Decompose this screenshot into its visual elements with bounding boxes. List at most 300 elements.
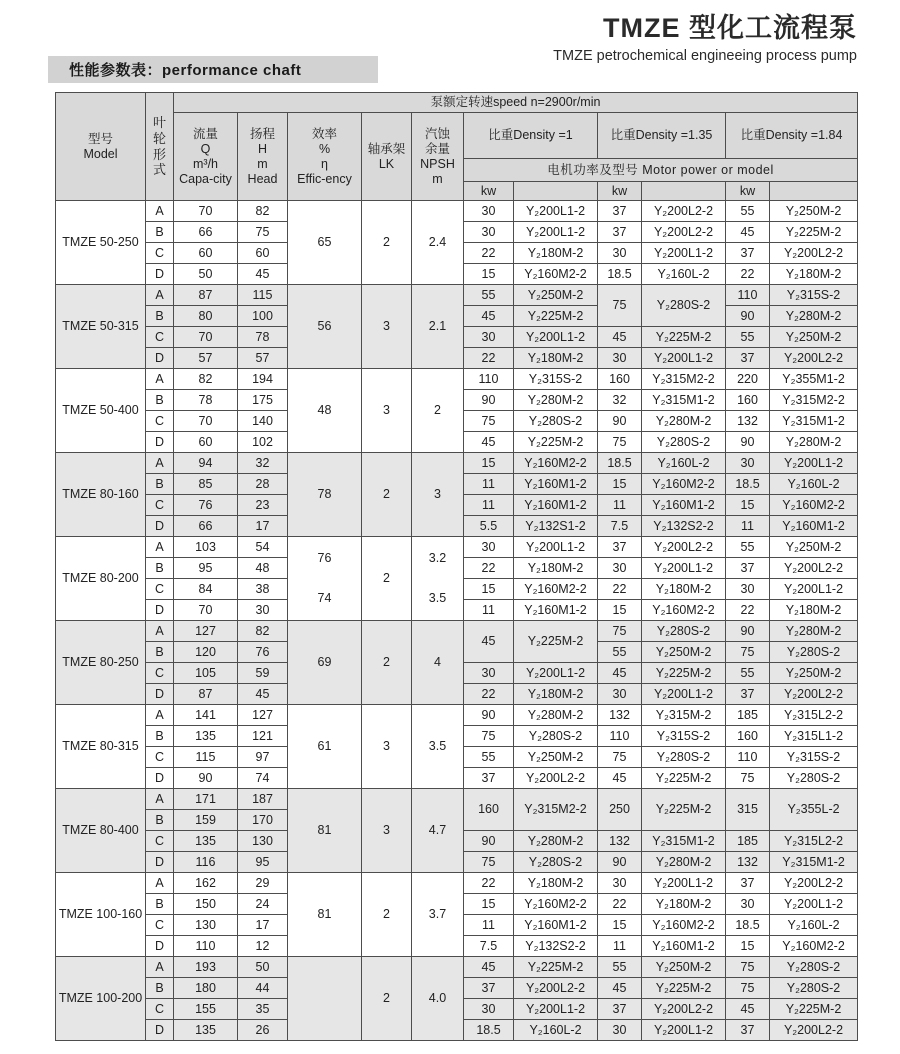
kw-cell: 11 xyxy=(598,495,642,516)
kw-cell: 30 xyxy=(464,663,514,684)
motor-model-cell: Y₂315M1-2 xyxy=(642,831,726,852)
head-cell: 140 xyxy=(238,411,288,432)
density-group-header-3: 比重Density =1.84 xyxy=(726,113,858,159)
flow-cell: 135 xyxy=(174,726,238,747)
impeller-cell: D xyxy=(146,852,174,873)
kw-cell: 15 xyxy=(598,600,642,621)
flow-column-header xyxy=(174,113,238,201)
kw-cell: 90 xyxy=(464,705,514,726)
kw-cell: 132 xyxy=(726,411,770,432)
head-cell: 76 xyxy=(238,642,288,663)
motor-model-cell: Y₂225M-2 xyxy=(642,327,726,348)
npsh-cell: 3 xyxy=(412,453,464,537)
motor-model-cell: Y₂315L1-2 xyxy=(770,726,858,747)
motor-model-cell: Y₂200L1-2 xyxy=(514,327,598,348)
motor-model-cell: Y₂200L1-2 xyxy=(642,684,726,705)
motor-model-cell: Y₂315S-2 xyxy=(642,726,726,747)
flow-cell: 171 xyxy=(174,789,238,810)
header-line: 轴承架 xyxy=(367,141,406,156)
kw-cell: 15 xyxy=(726,936,770,957)
impeller-cell: D xyxy=(146,264,174,285)
kw-cell: 22 xyxy=(598,579,642,600)
kw-cell: 45 xyxy=(464,432,514,453)
efficiency-cell xyxy=(288,537,362,621)
motor-model-cell: Y₂200L2-2 xyxy=(514,978,598,999)
head-cell: 12 xyxy=(238,936,288,957)
impeller-cell: B xyxy=(146,726,174,747)
impeller-cell: A xyxy=(146,201,174,222)
head-cell: 102 xyxy=(238,432,288,453)
bearing-cell: 3 xyxy=(362,705,412,789)
flow-cell: 110 xyxy=(174,936,238,957)
kw-cell: 18.5 xyxy=(464,1020,514,1041)
flow-cell: 80 xyxy=(174,306,238,327)
kw-cell: 15 xyxy=(598,915,642,936)
motor-model-cell: Y₂280S-2 xyxy=(642,285,726,327)
head-cell: 38 xyxy=(238,579,288,600)
impeller-cell: C xyxy=(146,915,174,936)
head-cell: 95 xyxy=(238,852,288,873)
table-row xyxy=(56,789,858,810)
kw-cell: 37 xyxy=(726,684,770,705)
impeller-cell: C xyxy=(146,999,174,1020)
motor-model-cell: Y₂280M-2 xyxy=(514,390,598,411)
kw-cell: 185 xyxy=(726,831,770,852)
kw-cell: 32 xyxy=(598,390,642,411)
head-cell: 48 xyxy=(238,558,288,579)
kw-cell: 5.5 xyxy=(464,516,514,537)
flow-cell: 84 xyxy=(174,579,238,600)
head-cell: 44 xyxy=(238,978,288,999)
head-cell: 32 xyxy=(238,453,288,474)
table-row xyxy=(56,201,858,222)
impeller-cell: D xyxy=(146,348,174,369)
flow-cell: 103 xyxy=(174,537,238,558)
bearing-cell: 2 xyxy=(362,621,412,705)
motor-model-cell: Y₂225M-2 xyxy=(514,621,598,663)
motor-model-cell: Y₂180M-2 xyxy=(514,558,598,579)
kw-cell: 45 xyxy=(598,978,642,999)
kw-cell: 15 xyxy=(726,495,770,516)
efficiency-cell: 81 xyxy=(288,873,362,957)
kw-cell: 75 xyxy=(726,642,770,663)
kw-cell: 45 xyxy=(464,621,514,663)
impeller-cell: B xyxy=(146,978,174,999)
motor-model-cell: Y₂280M-2 xyxy=(770,621,858,642)
motor-model-cell: Y₂160M1-2 xyxy=(514,915,598,936)
efficiency-cell: 65 xyxy=(288,201,362,285)
section-label: 性能参数表：performance chaft xyxy=(69,62,302,79)
flow-cell: 127 xyxy=(174,621,238,642)
kw-cell: 250 xyxy=(598,789,642,831)
motor-model-cell: Y₂280S-2 xyxy=(770,957,858,978)
flow-cell: 60 xyxy=(174,432,238,453)
motor-model-cell: Y₂315M2-2 xyxy=(770,390,858,411)
kw-cell: 30 xyxy=(598,1020,642,1041)
header-line: m xyxy=(257,156,268,171)
stacked-value: 76 xyxy=(317,551,332,565)
head-column-header xyxy=(238,113,288,201)
table-row xyxy=(56,621,858,642)
motor-model-cell: Y₂280S-2 xyxy=(770,978,858,999)
flow-cell: 82 xyxy=(174,369,238,390)
flow-cell: 159 xyxy=(174,810,238,831)
head-cell: 115 xyxy=(238,285,288,306)
impeller-cell: A xyxy=(146,285,174,306)
head-cell: 29 xyxy=(238,873,288,894)
kw-cell: 30 xyxy=(598,558,642,579)
model-name-cell: TMZE 80-400 xyxy=(56,789,146,873)
motor-model-cell: Y₂315L2-2 xyxy=(770,831,858,852)
npsh-cell: 2.1 xyxy=(412,285,464,369)
model-name-cell: TMZE 80-160 xyxy=(56,453,146,537)
head-cell: 50 xyxy=(238,957,288,978)
table-row xyxy=(56,285,858,306)
npsh-cell: 3.5 xyxy=(412,705,464,789)
kw-cell: 30 xyxy=(464,222,514,243)
kw-cell: 30 xyxy=(598,873,642,894)
bearing-cell: 3 xyxy=(362,789,412,873)
flow-cell: 70 xyxy=(174,411,238,432)
kw-cell: 315 xyxy=(726,789,770,831)
kw-cell: 75 xyxy=(464,726,514,747)
head-cell: 59 xyxy=(238,663,288,684)
motor-model-cell: Y₂355M1-2 xyxy=(770,369,858,390)
head-cell: 54 xyxy=(238,537,288,558)
kw-cell: 110 xyxy=(598,726,642,747)
model-name-cell: TMZE 100-200 xyxy=(56,957,146,1041)
flow-cell: 90 xyxy=(174,768,238,789)
motor-model-cell: Y₂160M1-2 xyxy=(770,516,858,537)
head-cell: 100 xyxy=(238,306,288,327)
rated-speed-header: 泵额定转速speed n=2900r/min xyxy=(174,93,858,113)
motor-model-cell: Y₂280S-2 xyxy=(514,852,598,873)
kw-cell: 75 xyxy=(598,747,642,768)
stacked-value: 74 xyxy=(317,591,332,605)
head-cell: 175 xyxy=(238,390,288,411)
head-cell: 30 xyxy=(238,600,288,621)
density-group-header-1: 比重Density =1 xyxy=(464,113,598,159)
impeller-cell: C xyxy=(146,579,174,600)
motor-model-cell: Y₂315M-2 xyxy=(642,705,726,726)
kw-cell: 45 xyxy=(726,999,770,1020)
flow-cell: 135 xyxy=(174,1020,238,1041)
motor-model-cell: Y₂225M-2 xyxy=(642,768,726,789)
header-line: m xyxy=(432,171,443,186)
flow-cell: 50 xyxy=(174,264,238,285)
impeller-cell: C xyxy=(146,747,174,768)
kw-cell: 37 xyxy=(464,978,514,999)
motor-model-cell: Y₂160M1-2 xyxy=(514,495,598,516)
table-row xyxy=(56,957,858,978)
kw-cell: 22 xyxy=(598,894,642,915)
table-row xyxy=(56,369,858,390)
head-cell: 26 xyxy=(238,1020,288,1041)
flow-cell: 193 xyxy=(174,957,238,978)
kw-cell: 30 xyxy=(598,348,642,369)
motor-model-cell: Y₂200L2-2 xyxy=(770,348,858,369)
kw-cell: 37 xyxy=(598,201,642,222)
flow-cell: 120 xyxy=(174,642,238,663)
motor-model-cell: Y₂225M-2 xyxy=(514,306,598,327)
kw-cell: 11 xyxy=(464,495,514,516)
kw-cell: 15 xyxy=(598,474,642,495)
flow-cell: 162 xyxy=(174,873,238,894)
motor-model-cell: Y₂180M-2 xyxy=(514,684,598,705)
head-cell: 82 xyxy=(238,201,288,222)
model-name-cell: TMZE 50-315 xyxy=(56,285,146,369)
impeller-cell: A xyxy=(146,789,174,810)
head-cell: 28 xyxy=(238,474,288,495)
impeller-cell: D xyxy=(146,936,174,957)
motor-model-cell: Y₂250M-2 xyxy=(514,285,598,306)
impeller-cell: C xyxy=(146,831,174,852)
motor-model-cell: Y₂200L1-2 xyxy=(514,201,598,222)
kw-cell: 90 xyxy=(598,411,642,432)
motor-model-cell: Y₂160M1-2 xyxy=(514,600,598,621)
kw-cell: 22 xyxy=(464,558,514,579)
impeller-cell: B xyxy=(146,894,174,915)
head-cell: 45 xyxy=(238,684,288,705)
impeller-cell: D xyxy=(146,1020,174,1041)
header-line: % xyxy=(318,141,331,156)
motor-model-cell: Y₂250M-2 xyxy=(642,642,726,663)
motor-model-cell: Y₂160L-2 xyxy=(642,264,726,285)
motor-model-cell: Y₂132S1-2 xyxy=(514,516,598,537)
motor-model-cell: Y₂200L1-2 xyxy=(514,537,598,558)
motor-model-cell: Y₂250M-2 xyxy=(770,201,858,222)
npsh-cell: 3.7 xyxy=(412,873,464,957)
motor-model-cell: Y₂315L2-2 xyxy=(770,705,858,726)
header-line: 式 xyxy=(152,162,166,178)
stacked-values xyxy=(412,539,463,619)
npsh-cell: 4.7 xyxy=(412,789,464,873)
motor-model-cell: Y₂280S-2 xyxy=(642,621,726,642)
motor-model-cell: Y₂160L-2 xyxy=(770,474,858,495)
head-cell: 17 xyxy=(238,516,288,537)
motor-model-cell: Y₂180M-2 xyxy=(514,873,598,894)
impeller-cell: C xyxy=(146,411,174,432)
motor-model-cell: Y₂132S2-2 xyxy=(514,936,598,957)
npsh-cell: 4 xyxy=(412,621,464,705)
model-name-cell: TMZE 100-160 xyxy=(56,873,146,957)
motor-model-cell: Y₂315M2-2 xyxy=(514,789,598,831)
motor-model-cell: Y₂315M1-2 xyxy=(642,390,726,411)
npsh-cell: 4.0 xyxy=(412,957,464,1041)
impeller-cell: C xyxy=(146,243,174,264)
stacked-value: 3.2 xyxy=(428,551,447,565)
kw-cell: 30 xyxy=(598,684,642,705)
kw-cell: 30 xyxy=(598,243,642,264)
head-cell: 127 xyxy=(238,705,288,726)
impeller-cell: B xyxy=(146,222,174,243)
motor-model-cell: Y₂200L1-2 xyxy=(642,873,726,894)
kw-header: kw xyxy=(726,182,770,201)
motor-model-cell: Y₂280S-2 xyxy=(642,747,726,768)
motor-model-cell: Y₂160M1-2 xyxy=(514,474,598,495)
header-line: 汽蚀 xyxy=(424,126,450,141)
head-cell: 24 xyxy=(238,894,288,915)
flow-cell: 116 xyxy=(174,852,238,873)
motor-model-cell: Y₂160M2-2 xyxy=(770,495,858,516)
motor-model-cell: Y₂280M-2 xyxy=(514,705,598,726)
kw-cell: 160 xyxy=(726,726,770,747)
head-cell: 57 xyxy=(238,348,288,369)
motor-model-cell: Y₂315S-2 xyxy=(770,747,858,768)
flow-cell: 94 xyxy=(174,453,238,474)
kw-cell: 90 xyxy=(598,852,642,873)
model-column-header xyxy=(56,93,146,201)
motor-model-cell: Y₂280M-2 xyxy=(770,432,858,453)
head-cell: 78 xyxy=(238,327,288,348)
kw-cell: 30 xyxy=(464,327,514,348)
header-line: 叶 xyxy=(152,115,166,131)
kw-cell: 30 xyxy=(726,579,770,600)
kw-cell: 37 xyxy=(598,537,642,558)
kw-cell: 11 xyxy=(726,516,770,537)
motor-model-cell: Y₂280M-2 xyxy=(770,306,858,327)
motor-model-cell: Y₂132S2-2 xyxy=(642,516,726,537)
header-line: η xyxy=(321,156,328,171)
head-cell: 187 xyxy=(238,789,288,810)
kw-cell: 110 xyxy=(726,285,770,306)
bearing-cell: 2 xyxy=(362,873,412,957)
header-line: 轮 xyxy=(152,130,166,146)
model-name-cell: TMZE 50-400 xyxy=(56,369,146,453)
motor-model-cell: Y₂160M2-2 xyxy=(514,453,598,474)
header-line: Effic-ency xyxy=(297,171,352,186)
kw-cell: 55 xyxy=(464,747,514,768)
kw-cell: 7.5 xyxy=(598,516,642,537)
kw-cell: 75 xyxy=(726,768,770,789)
impeller-cell: B xyxy=(146,642,174,663)
motor-model-cell: Y₂280M-2 xyxy=(642,411,726,432)
flow-cell: 66 xyxy=(174,516,238,537)
impeller-cell: A xyxy=(146,873,174,894)
impeller-cell: A xyxy=(146,621,174,642)
motor-model-cell: Y₂200L1-2 xyxy=(770,579,858,600)
kw-cell: 220 xyxy=(726,369,770,390)
impeller-cell: D xyxy=(146,516,174,537)
table-row xyxy=(56,705,858,726)
motor-model-cell: Y₂225M-2 xyxy=(514,432,598,453)
kw-cell: 90 xyxy=(726,432,770,453)
impeller-cell: A xyxy=(146,537,174,558)
npsh-cell: 2.4 xyxy=(412,201,464,285)
header-line: H xyxy=(257,141,268,156)
bearing-column-header xyxy=(362,113,412,201)
motor-model-cell: Y₂160M1-2 xyxy=(642,936,726,957)
kw-cell: 30 xyxy=(464,999,514,1020)
motor-model-cell: Y₂200L1-2 xyxy=(642,558,726,579)
flow-cell: 66 xyxy=(174,222,238,243)
header-line: Head xyxy=(247,171,278,186)
motor-model-cell: Y₂315S-2 xyxy=(514,369,598,390)
head-cell: 130 xyxy=(238,831,288,852)
bearing-cell: 2 xyxy=(362,453,412,537)
motor-model-cell: Y₂250M-2 xyxy=(770,327,858,348)
kw-header: kw xyxy=(464,182,514,201)
motor-model-cell: Y₂160M2-2 xyxy=(514,894,598,915)
bearing-cell: 3 xyxy=(362,285,412,369)
motor-model-cell: Y₂225M-2 xyxy=(642,789,726,831)
motor-model-cell: Y₂250M-2 xyxy=(770,663,858,684)
model-name-cell: TMZE 80-315 xyxy=(56,705,146,789)
motor-model-cell: Y₂250M-2 xyxy=(642,957,726,978)
bearing-cell: 2 xyxy=(362,957,412,1041)
table-body xyxy=(56,201,858,1041)
motor-model-cell: Y₂160M2-2 xyxy=(514,264,598,285)
efficiency-column-header xyxy=(288,113,362,201)
impeller-cell: D xyxy=(146,684,174,705)
motor-model-cell: Y₂200L2-2 xyxy=(642,201,726,222)
kw-cell: 160 xyxy=(464,789,514,831)
motor-model-cell: Y₂280M-2 xyxy=(642,852,726,873)
motor-model-cell: Y₂200L2-2 xyxy=(770,1020,858,1041)
kw-cell: 37 xyxy=(726,558,770,579)
impeller-cell: B xyxy=(146,558,174,579)
bearing-cell: 2 xyxy=(362,201,412,285)
kw-cell: 37 xyxy=(464,768,514,789)
motor-model-cell: Y₂280S-2 xyxy=(642,432,726,453)
flow-cell: 57 xyxy=(174,348,238,369)
impeller-cell: D xyxy=(146,768,174,789)
kw-cell: 132 xyxy=(598,705,642,726)
head-cell: 194 xyxy=(238,369,288,390)
header-line: 形 xyxy=(152,146,166,162)
section-bar xyxy=(48,56,378,83)
flow-cell: 76 xyxy=(174,495,238,516)
efficiency-cell: 48 xyxy=(288,369,362,453)
motor-model-cell: Y₂225M-2 xyxy=(642,663,726,684)
npsh-cell: 2 xyxy=(412,369,464,453)
header-line: 型号 xyxy=(87,131,113,146)
flow-cell: 87 xyxy=(174,285,238,306)
motor-model-cell: Y₂280S-2 xyxy=(514,411,598,432)
kw-cell: 22 xyxy=(726,600,770,621)
kw-cell: 18.5 xyxy=(598,453,642,474)
motor-model-cell: Y₂250M-2 xyxy=(514,747,598,768)
kw-cell: 55 xyxy=(598,957,642,978)
motor-model-cell: Y₂200L2-2 xyxy=(770,684,858,705)
head-cell: 35 xyxy=(238,999,288,1020)
kw-cell: 110 xyxy=(726,747,770,768)
header-line: LK xyxy=(378,156,395,171)
head-cell: 121 xyxy=(238,726,288,747)
kw-cell: 11 xyxy=(464,474,514,495)
flow-cell: 95 xyxy=(174,558,238,579)
kw-cell: 45 xyxy=(598,768,642,789)
flow-cell: 135 xyxy=(174,831,238,852)
flow-cell: 150 xyxy=(174,894,238,915)
page-subtitle: TMZE petrochemical engineeing process pump xyxy=(553,48,857,64)
kw-cell: 45 xyxy=(464,957,514,978)
motor-model-cell: Y₂180M-2 xyxy=(642,579,726,600)
kw-cell: 90 xyxy=(464,831,514,852)
motor-model-cell: Y₂225M-2 xyxy=(770,999,858,1020)
kw-cell: 30 xyxy=(464,537,514,558)
kw-cell: 45 xyxy=(598,663,642,684)
flow-cell: 85 xyxy=(174,474,238,495)
impeller-cell: C xyxy=(146,327,174,348)
kw-cell: 75 xyxy=(598,621,642,642)
flow-cell: 87 xyxy=(174,684,238,705)
kw-cell: 37 xyxy=(598,222,642,243)
kw-cell: 37 xyxy=(726,348,770,369)
motor-model-cell: Y₂225M-2 xyxy=(514,957,598,978)
kw-cell: 55 xyxy=(726,537,770,558)
flow-cell: 70 xyxy=(174,327,238,348)
